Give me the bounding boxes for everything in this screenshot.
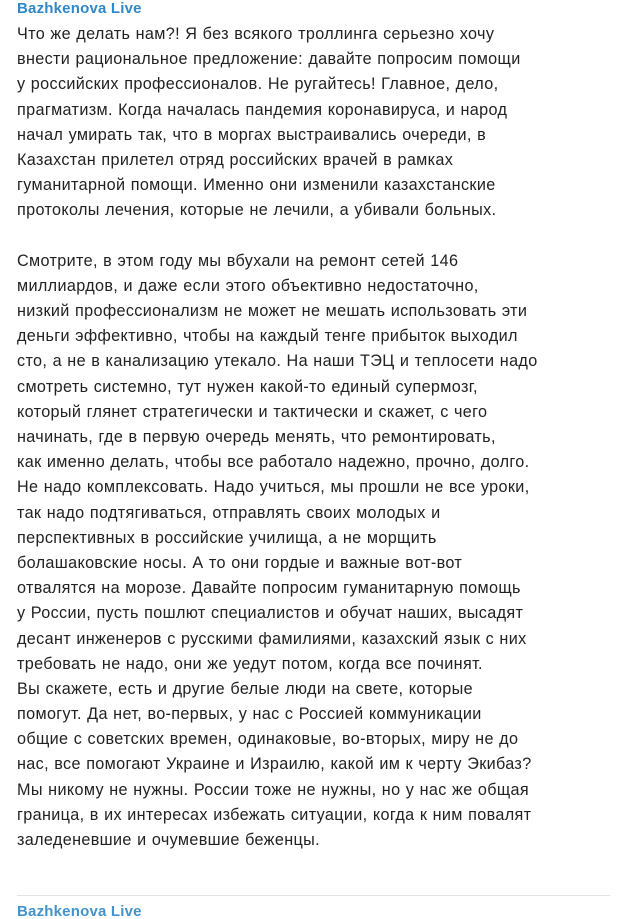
- paragraph-gap: [17, 224, 610, 249]
- post-body: [17, 22, 610, 853]
- text-line: заледеневшие и очумевшие беженцы.: [17, 831, 320, 849]
- text-line: смотреть системно, тут нужен какой-то единый супермозг,: [17, 377, 478, 396]
- text-line: так надо подтягиваться, отправлять своих молодых и: [17, 503, 441, 522]
- paragraph-1: [17, 22, 610, 224]
- text-line: который глянет стратегически и тактически и скажет, с чего: [17, 402, 488, 421]
- text-line: десант инженеров с русскими фамилиями, казахский язык с них: [17, 629, 527, 648]
- text-line: миллиардов, и даже если этого объективно недостаточно,: [17, 276, 479, 295]
- text-line: низкий профессионализм не может не мешать использовать эти: [17, 302, 528, 321]
- text-line: Смотрите, в этом году мы вбухали на ремонт сетей 146: [17, 251, 459, 270]
- text-line: начал умирать так, что в моргах выстраивались очереди, в: [17, 125, 487, 144]
- text-line: сто, а не в канализацию утекало. На наши ТЭЦ и теплосети надо: [17, 352, 538, 371]
- text-line: Что же делать нам?! Я без всякого троллинга серьезно хочу: [17, 25, 495, 43]
- paragraph-2: [17, 249, 610, 854]
- text-line: прагматизм. Когда началась пандемия коронавируса, и народ: [17, 100, 508, 119]
- text-line: граница, в их интересах избежать ситуации, когда к ним повалят: [17, 805, 532, 824]
- text-line: общие с советских времен, одинаковые, во-вторых, миру не до: [17, 730, 519, 749]
- text-line: начинать, где в первую очередь менять, что ремонтировать,: [17, 428, 496, 446]
- text-line: помогут. Да нет, во-первых, у нас с Россией коммуникации: [17, 705, 482, 724]
- text-line: Мы никому не нужны. России тоже не нужны, но у нас же общая: [17, 780, 530, 799]
- text-line: у России, пусть пошлют специалистов и обучат наших, высадят: [17, 604, 524, 623]
- text-line: отвалятся на морозе. Давайте попросим гуманитарную помощь: [17, 579, 521, 598]
- next-message-channel-name[interactable]: Bazhkenova Live: [17, 903, 142, 919]
- text-line: у российских профессионалов. Не ругайтесь! Главное, дело,: [17, 75, 499, 94]
- text-line: нас, все помогают Украине и Израилю, какой им к черту Экибаз?: [17, 755, 532, 774]
- text-line: внести рациональное предложение: давайте попросим помощи: [17, 50, 521, 69]
- text-line: перспективных в российские училища, а не морщить: [17, 528, 437, 547]
- channel-name[interactable]: Bazhkenova Live: [17, 0, 142, 17]
- text-line: как именно делать, чтобы все работало надежно, прочно, долго.: [17, 453, 530, 472]
- text-line: Казахстан прилетел отряд российских врачей в рамках: [17, 150, 454, 169]
- text-line: требовать не надо, они же уедут потом, когда все починят.: [17, 654, 483, 673]
- text-line: гуманитарной помощи. Именно они изменили казахстанские: [17, 176, 496, 195]
- text-line: Не надо комплексовать. Надо учиться, мы прошли не все уроки,: [17, 478, 530, 497]
- text-line: болашаковские носы. А то они гордые и важные вот-вот: [17, 553, 463, 572]
- text-line: протоколы лечения, которые не лечили, а убивали больных.: [17, 201, 497, 220]
- message-divider: [17, 895, 610, 896]
- text-line: деньги эффективно, чтобы на каждый тенге прибыток выходил: [17, 327, 518, 346]
- text-line: Вы скажете, есть и другие белые люди на свете, которые: [17, 679, 473, 698]
